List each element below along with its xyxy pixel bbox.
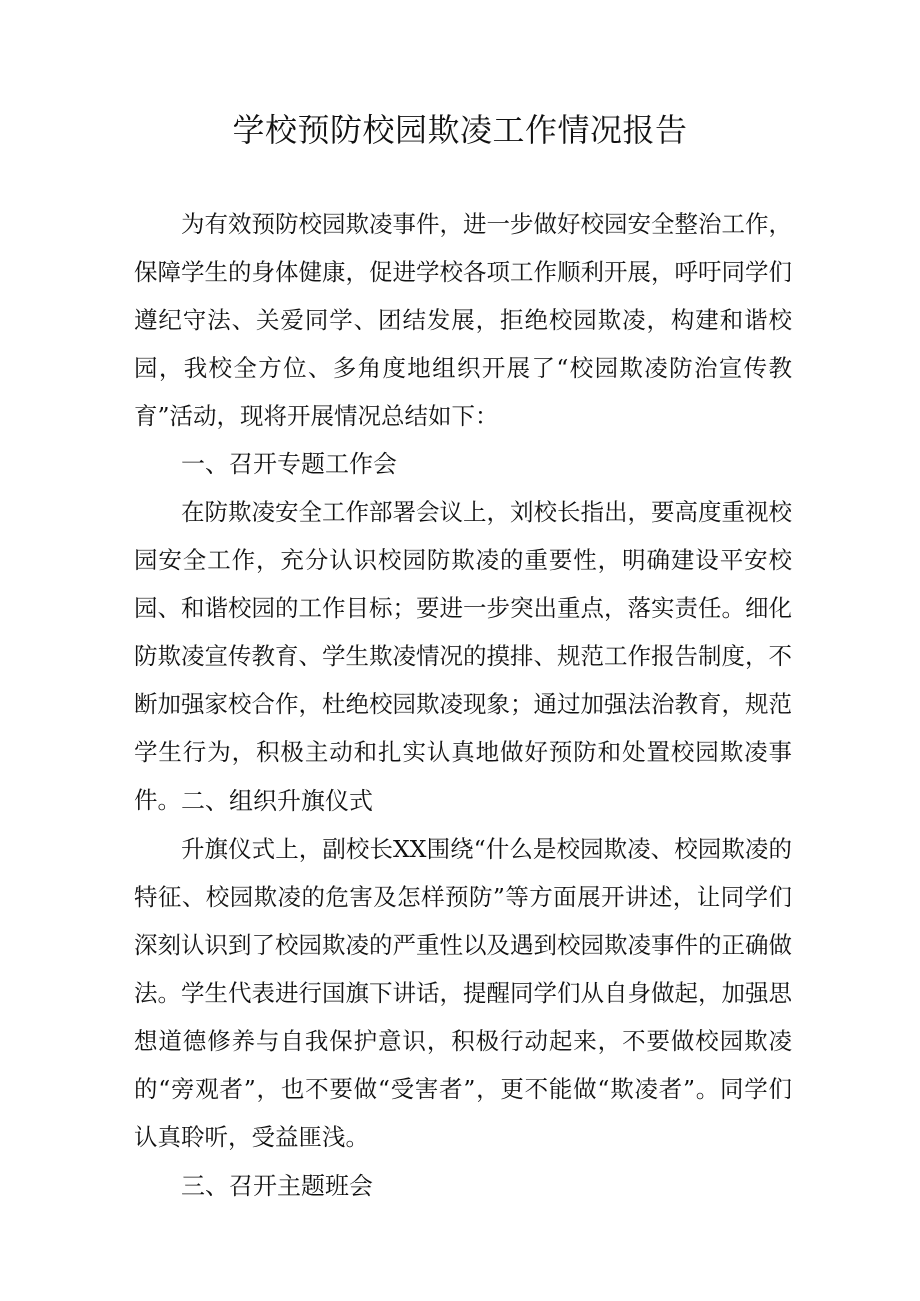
document-title: 学校预防校园欺凌工作情况报告 [232, 111, 688, 149]
section-heading-2: 二、组织升旗仪式 [181, 787, 373, 815]
section-1-paragraph: 在防欺凌安全工作部署会议上，刘校长指出，要高度重视校园安全工作，充分认识校园防欺凌的重要性，明确建设平安校园、和谐校园的工作目标；要进一步突出重点，落实责任。细化防欺凌宣传教育、学生欺凌情况的摸排、规范工作报告制度，不断加强家校合作，杜绝校园欺凌现象；通过加强法治教育，规范学生行为，积极主动和扎实认真地做好预防和处置校园欺凌事件。 [134, 498, 792, 814]
section-2-paragraph-2: 学生代表进行国旗下讲话，提醒同学们从自身做起，加强思想道德修养与自我保护意识，积极行动起来，不要做校园欺凌的“旁观者”，也不要做“受害者”，更不能做“欺凌者”。同学们认真聆听，受益匪浅。 [134, 979, 792, 1151]
section-heading-1: 一、召开专题工作会 [181, 450, 397, 478]
section-2-paragraph-1: 升旗仪式上，副校长XX围绕“什么是校园欺凌、校园欺凌的特征、校园欺凌的危害及怎样预防”等方面展开讲述，让同学们深刻认识到了校园欺凌的严重性以及遇到校园欺凌事件的正确做法。 [134, 835, 792, 1007]
intro-paragraph: 为有效预防校园欺凌事件，进一步做好校园安全整治工作，保障学生的身体健康，促进学校各项工作顺利开展，呼吁同学们遵纪守法、关爱同学、团结发展，拒绝校园欺凌，构建和谐校园，我校全方位、多角度地组织开展了“校园欺凌防治宣传教育”活动，现将开展情况总结如下： [134, 210, 792, 430]
section-heading-3: 三、召开主题班会 [181, 1172, 373, 1200]
